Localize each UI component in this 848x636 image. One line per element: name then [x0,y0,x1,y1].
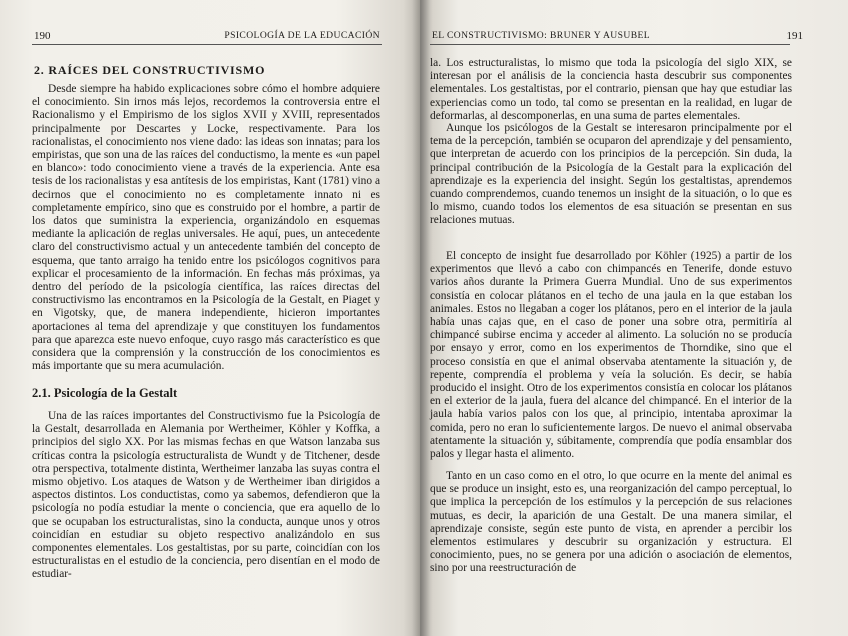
paragraph: Desde siempre ha habido explicaciones sobre cómo el hombre adquiere el conocimiento. Sin irnos más lejos, recordemos la controversia entre el Racionalismo y el Empirismo de los siglos XVII y XVIII, representados principalmente por Descartes y Locke, respectivamente. Para los racionalistas, el conocimiento nos viene dado: las ideas son innatas; para los empiristas, que son una de las raíces del conductismo, la mente es «un papel en blanco»: todo conocimiento viene a través de la experiencia. Ante esa tesis de los racionalistas y esa antítesis de los empiristas, Kant (1781) vino a decirnos que el conocimiento no es completamente innato ni es completamente empírico, sino que es construido por el hombre, a partir de los datos que suministra la experiencia, organizándolo en esquemas mediante la aplicación de reglas universales. He aquí, pues, un antecedente claro del constructivismo actual y un antecedente también del concepto de esquema, que tanto arraigo ha tenido entre los psicólogos cognitivos para explicar el procesamiento de la información. En fechas más próximas, ya dentro del período de la psicología científica, las raíces directas del constructivismo las encontramos en la Psicología de la Gestalt, en Piaget y en Vigotsky, que, de manera independiente, hicieron importantes aportaciones al tema del aprendizaje y que constituyen los fundamentos para que aparezca este nuevo enfoque, cuyo rasgo más característico es que considera que la comprensión y la construcción de los conocimientos es más importante que su mera acumulación. [32,83,380,373]
header-rule [32,44,382,45]
paragraph: Una de las raíces importantes del Constructivismo fue la Psicología de la Gestalt, desarrollada en Alemania por Wertheimer, Köhler y Koffka, a principios del siglo XX. Por las mismas fechas en que Watson lanzaba sus críticas contra la psicología estructuralista de Wundt y de Titchener, desde otra perspectiva, totalmente distinta, Wertheimer lanzaba las suyas contra el mismo objetivo. Los ataques de Watson y de Wertheimer iban dirigidos a aspectos distintos. Los conductistas, como ya sabemos, defendieron que la psicología no podía estudiar la mente o conciencia, que era aquello de lo que se ocupaban los estructuralistas, sino la conducta, aunque unos y otros coincidían en estudiar su objeto respectivo analizándolo en sus componentes elementales. Los gestaltistas, por su parte, coincidían con los estructuralistas en el estudio de la conciencia, pero disentían en el modo de estudiar- [32,410,380,581]
paragraph: Aunque los psicólogos de la Gestalt se interesaron principalmente por el tema de la percepción, también se ocuparon del aprendizaje y del pensamiento, que interpretan de acuerdo con los principios de la percepción. Sin duda, la principal contribución de la Psicología de la Gestalt para la explicación del aprendizaje es la experiencia del insight. Según los gestaltistas, aprendemos cuando comprendemos, cuando tenemos un insight de la situación, o lo que es lo mismo, cuando todos los elementos de esa situación se presentan en sus relaciones mutuas. [430,122,792,227]
paragraph: la. Los estructuralistas, lo mismo que toda la psicología del siglo XIX, se interesan por el análisis de la conciencia hasta descubrir sus componentes elementales. Los gestaltistas, por el contrario, piensan que hay que estudiar las experiencias como un todo, tal como se presentan en la realidad, en lugar de deformarlas, al descomponerlas, en una suma de partes elementales. [430,57,792,122]
header-rule [430,44,790,45]
subsection-heading: 2.1. Psicología de la Gestalt [32,386,178,400]
page-number: 191 [786,30,803,42]
page-number: 190 [34,30,51,42]
section-heading: 2. RAÍCES DEL CONSTRUCTIVISMO [34,63,266,77]
right-page [420,0,848,636]
book-gutter [412,0,430,636]
running-header: EL CONSTRUCTIVISMO: BRUNER Y AUSUBEL [432,30,651,41]
running-header: PSICOLOGÍA DE LA EDUCACIÓN [224,30,380,41]
paragraph: Tanto en un caso como en el otro, lo que ocurre en la mente del animal es que se produce un insight, esto es, una reorganización del campo perceptual, lo que implica la percepción de los estímulos y la percepción de sus relaciones mutuas, es decir, la aparición de una Gestalt. De una manera similar, el aprendizaje consiste, según este punto de vista, en aprender a percibir los elementos estimulares y descubrir su organización y estructura. El conocimiento, pues, no se genera por una adición o asociación de elementos, sino por una reestructuración de [430,470,792,575]
left-page [0,0,420,636]
paragraph: El concepto de insight fue desarrollado por Köhler (1925) a partir de los experimentos que llevó a cabo con chimpancés en Tenerife, donde estuvo varios años durante la Primera Guerra Mundial. Uno de sus experimentos consistía en colocar plátanos en el techo de una jaula en la que estaban los animales. Estos no llegaban a coger los plátanos, pero en el interior de la jaula había unas cajas que, en el caso de poner una sobre otra, permitiría al chimpancé subirse encima y acceder al alimento. La solución no se producía por ensayo y error, como en los experimentos de Thorndike, sino que el proceso consistía en que el animal observaba atentamente la situación y, de repente, comprendía el problema y veía la solución. Es decir, se había producido el insight. Otro de los experimentos consistía en colocar los plátanos en el exterior de la jaula, fuera del alcance del chimpancé. En el interior de la jaula había varios palos con los que, al principio, intentaba aproximar la comida, pero no eran lo suficientemente largos. De nuevo el animal observaba atentamente la situación y, súbitamente, comprendía que podía ensamblar dos palos y llegar hasta el alimento. [430,250,792,461]
